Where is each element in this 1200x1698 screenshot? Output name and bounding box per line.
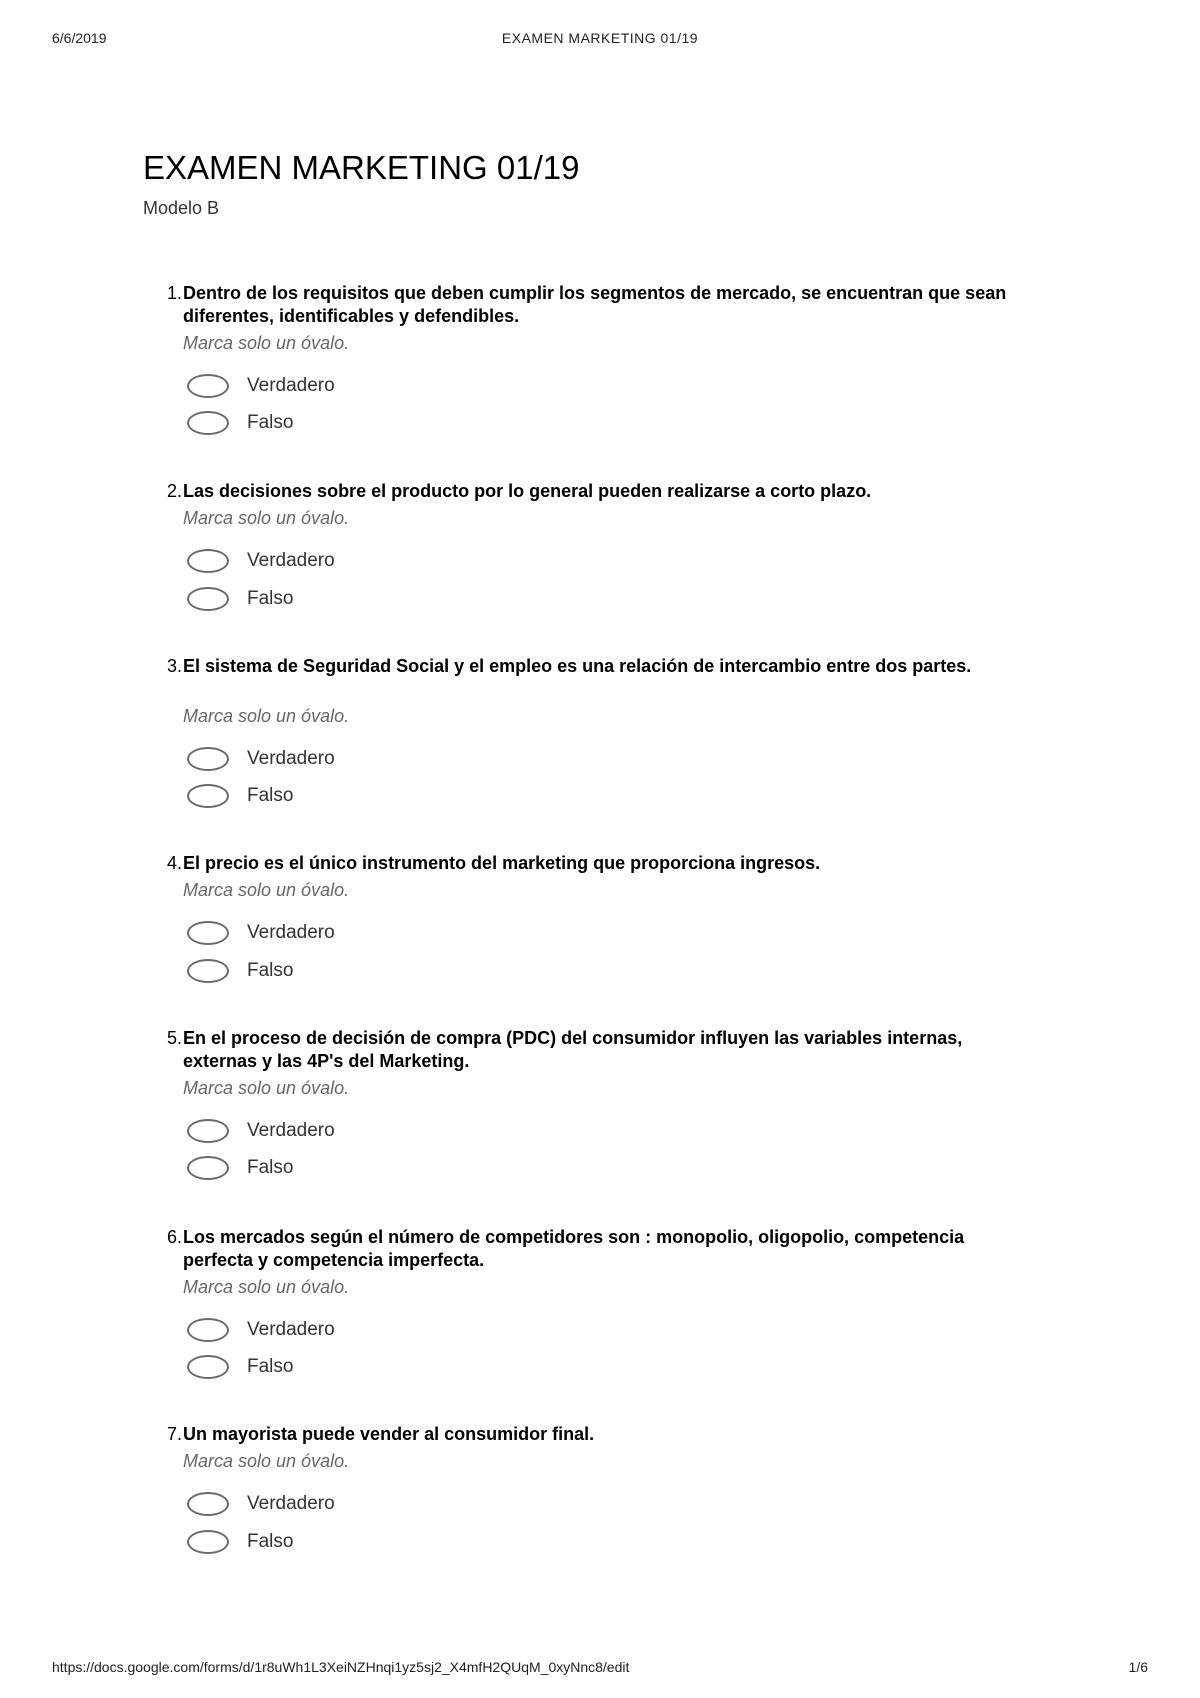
radio-oval[interactable]: [187, 747, 229, 771]
radio-oval[interactable]: [187, 959, 229, 983]
question-1: [0, 282, 1200, 457]
option-verdadero[interactable]: [187, 920, 587, 950]
question-number: 4.: [166, 853, 182, 873]
option-label: Verdadero: [247, 550, 335, 571]
option-label: Falso: [247, 785, 294, 806]
radio-oval[interactable]: [187, 374, 229, 398]
radio-oval[interactable]: [187, 921, 229, 945]
option-falso[interactable]: [187, 783, 587, 813]
option-verdadero[interactable]: [187, 373, 587, 403]
question-number: 7.: [166, 1424, 182, 1444]
print-url: https://docs.google.com/forms/d/1r8uWh1L3XeiNZHnqi1yz5sj2_X4mfH2QUqM_0xyNnc8/edit: [52, 1659, 630, 1675]
radio-oval[interactable]: [187, 1530, 229, 1554]
option-label: Falso: [247, 1157, 294, 1178]
question-2: [0, 480, 1200, 655]
question-hint: Marca solo un óvalo.: [183, 333, 350, 353]
option-verdadero[interactable]: [187, 1491, 587, 1521]
form-title: EXAMEN MARKETING 01/19: [143, 149, 580, 186]
radio-oval[interactable]: [187, 587, 229, 611]
print-date: 6/6/2019: [52, 30, 107, 46]
radio-oval[interactable]: [187, 1318, 229, 1342]
option-falso[interactable]: [187, 1529, 587, 1559]
radio-oval[interactable]: [187, 1492, 229, 1516]
radio-oval[interactable]: [187, 549, 229, 573]
option-label: Verdadero: [247, 1493, 335, 1514]
radio-oval[interactable]: [187, 1355, 229, 1379]
question-text: Los mercados según el número de competidores son : monopolio, oligopolio, competencia perfecta y competencia imperfecta.: [183, 1227, 965, 1270]
print-doc-title: EXAMEN MARKETING 01/19: [501, 30, 699, 46]
option-falso[interactable]: [187, 1155, 587, 1185]
question-number: 6.: [166, 1227, 182, 1247]
option-verdadero[interactable]: [187, 1118, 587, 1148]
question-text: El sistema de Seguridad Social y el empleo es una relación de intercambio entre dos partes.: [183, 656, 972, 676]
option-label: Verdadero: [247, 1319, 335, 1340]
question-number: 2.: [166, 481, 182, 501]
question-text: En el proceso de decisión de compra (PDC) del consumidor influyen las variables internas, externas y las 4P's del Marketing.: [183, 1028, 963, 1071]
question-text: Las decisiones sobre el producto por lo general pueden realizarse a corto plazo.: [183, 481, 872, 501]
page-number: 1/6: [1128, 1659, 1148, 1675]
option-label: Falso: [247, 412, 294, 433]
option-falso[interactable]: [187, 586, 587, 616]
option-label: Verdadero: [247, 375, 335, 396]
radio-oval[interactable]: [187, 784, 229, 808]
option-verdadero[interactable]: [187, 1317, 587, 1347]
question-number: 5.: [166, 1028, 182, 1048]
option-label: Falso: [247, 588, 294, 609]
question-number: 3.: [166, 656, 182, 676]
question-hint: Marca solo un óvalo.: [183, 706, 350, 726]
option-verdadero[interactable]: [187, 746, 587, 776]
question-hint: Marca solo un óvalo.: [183, 1277, 350, 1297]
radio-oval[interactable]: [187, 1156, 229, 1180]
question-hint: Marca solo un óvalo.: [183, 1078, 350, 1098]
question-text: Un mayorista puede vender al consumidor final.: [183, 1424, 595, 1444]
question-number: 1.: [166, 283, 182, 303]
option-label: Falso: [247, 960, 294, 981]
radio-oval[interactable]: [187, 1119, 229, 1143]
question-7: [0, 1423, 1200, 1598]
option-falso[interactable]: [187, 1354, 587, 1384]
question-4: [0, 852, 1200, 1027]
option-label: Verdadero: [247, 922, 335, 943]
option-verdadero[interactable]: [187, 548, 587, 578]
question-3: [0, 655, 1200, 830]
option-label: Verdadero: [247, 748, 335, 769]
option-label: Falso: [247, 1531, 294, 1552]
option-falso[interactable]: [187, 410, 587, 440]
print-footer: [52, 1659, 1148, 1679]
question-5: [0, 1027, 1200, 1202]
option-falso[interactable]: [187, 958, 587, 988]
radio-oval[interactable]: [187, 411, 229, 435]
option-label: Falso: [247, 1356, 294, 1377]
question-hint: Marca solo un óvalo.: [183, 508, 350, 528]
option-label: Verdadero: [247, 1120, 335, 1141]
question-text: Dentro de los requisitos que deben cumplir los segmentos de mercado, se encuentran que sean diferentes, identificables y defendibles.: [183, 283, 1007, 326]
question-hint: Marca solo un óvalo.: [183, 1451, 350, 1471]
question-text: El precio es el único instrumento del marketing que proporciona ingresos.: [183, 853, 821, 873]
question-6: [0, 1226, 1200, 1401]
form-subtitle: Modelo B: [143, 198, 220, 218]
question-hint: Marca solo un óvalo.: [183, 880, 350, 900]
